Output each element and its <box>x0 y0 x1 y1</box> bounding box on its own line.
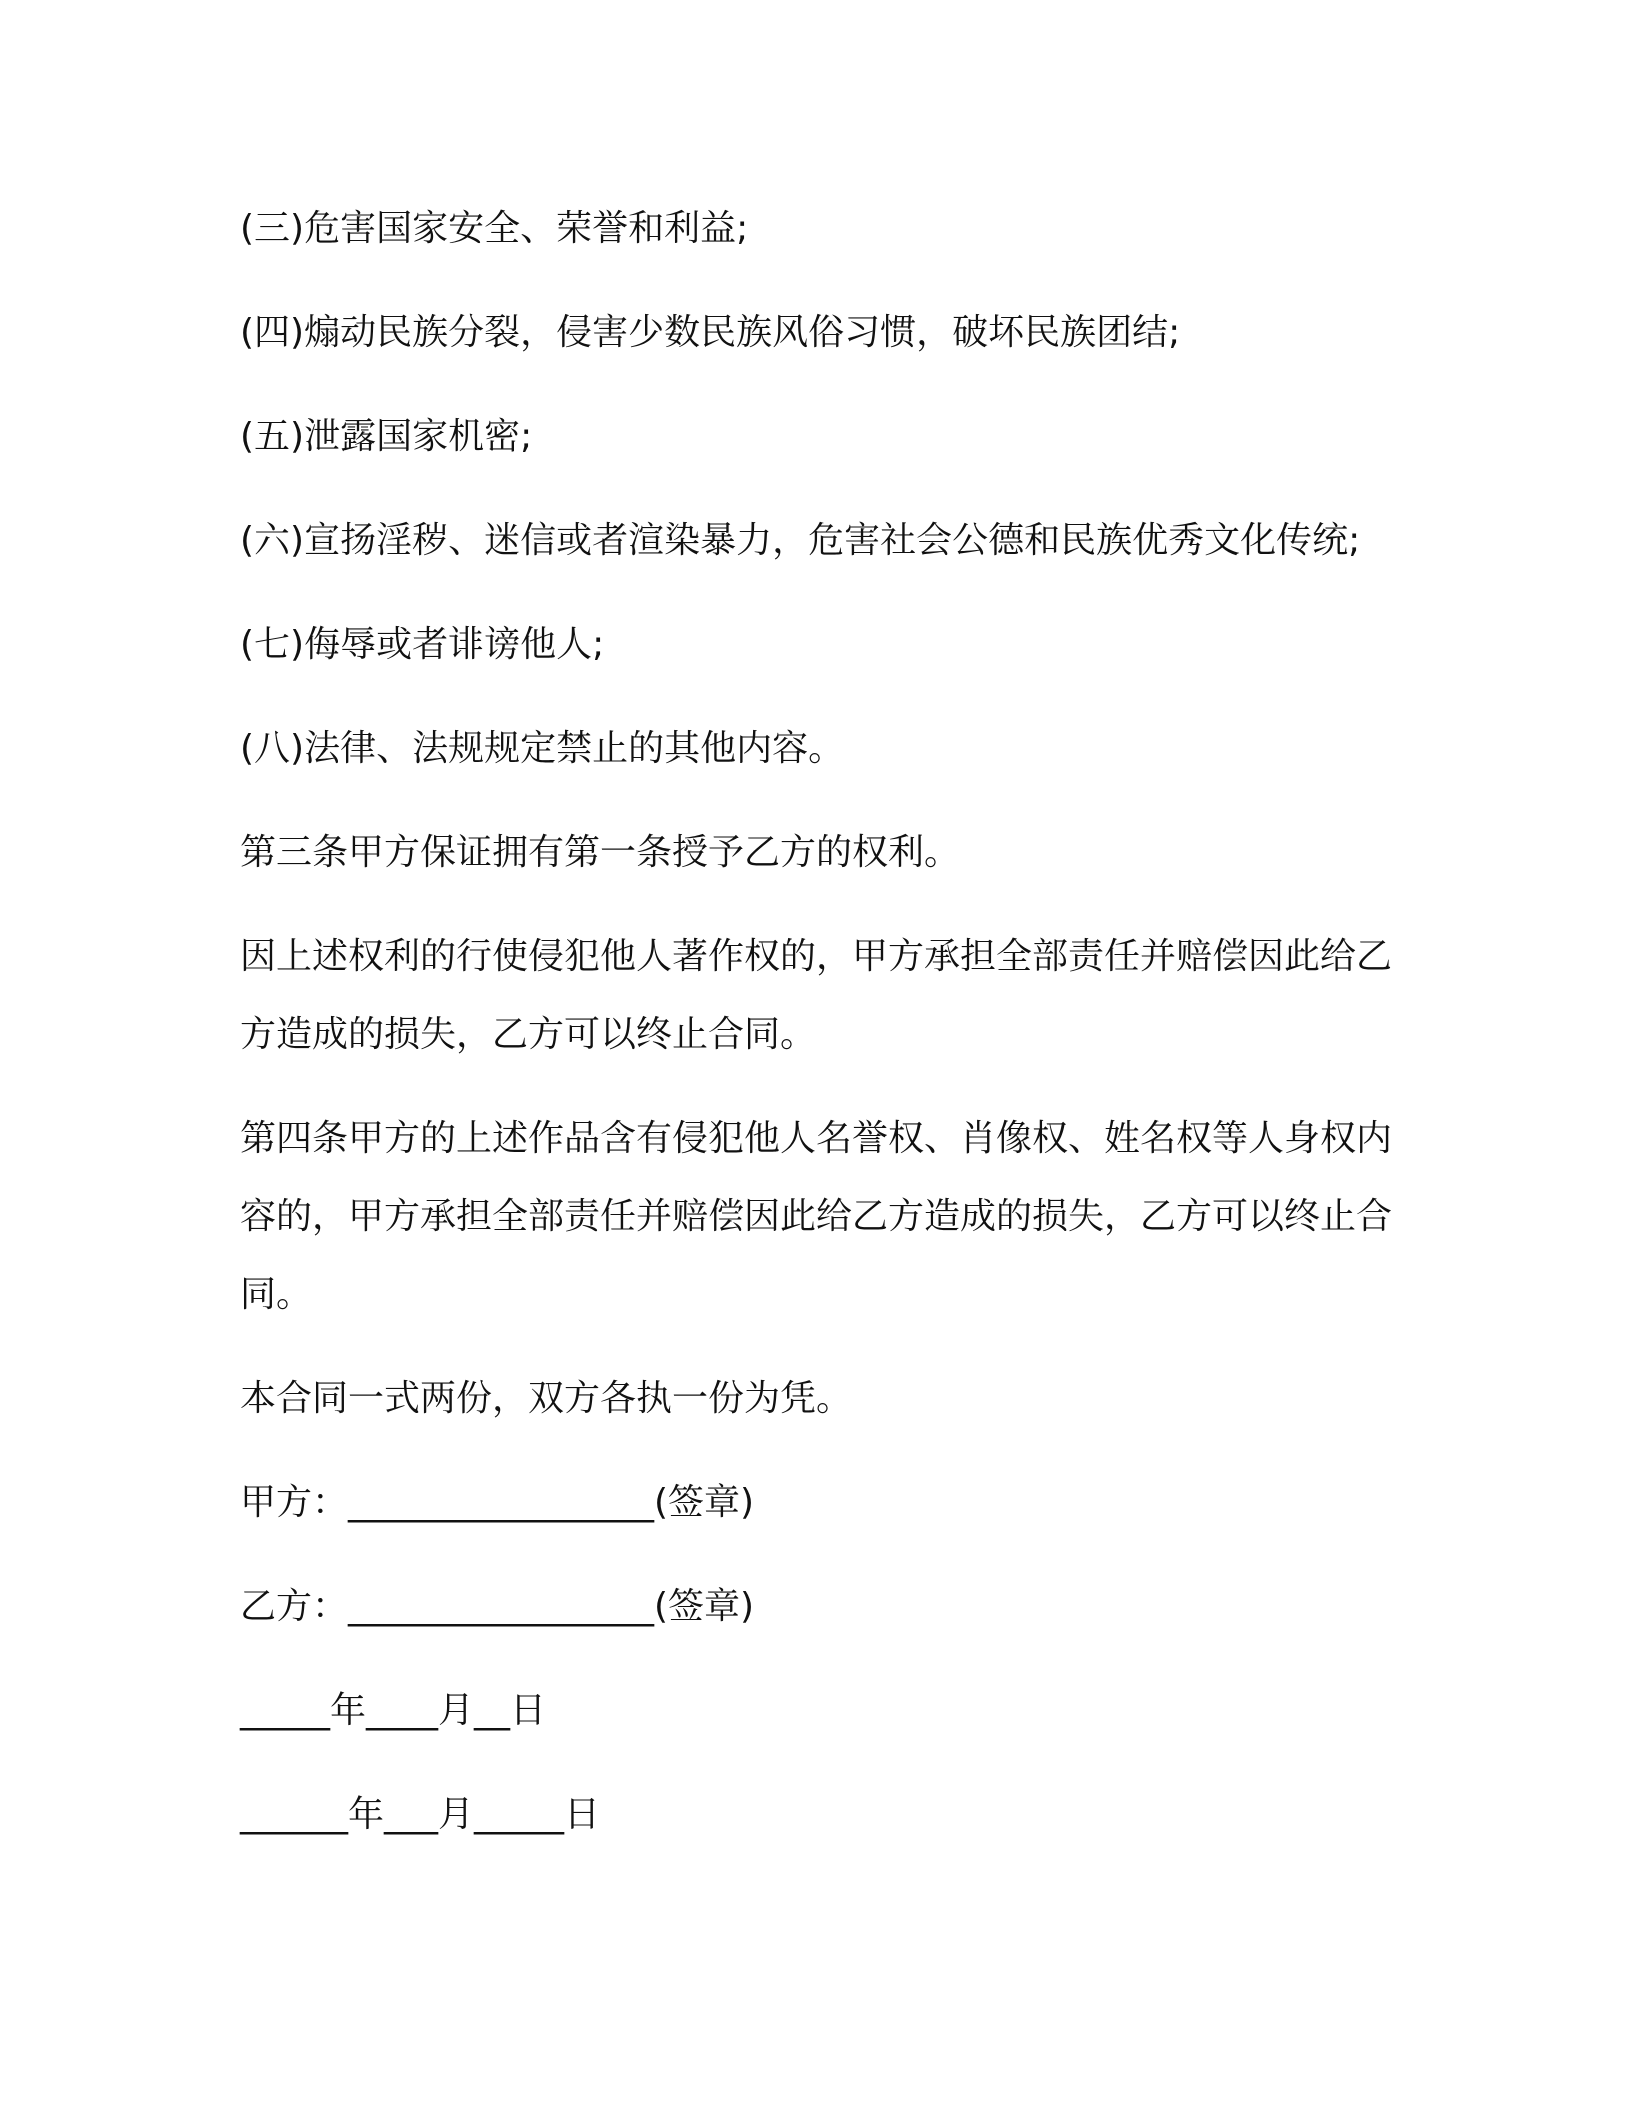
copies-statement: 本合同一式两份，双方各执一份为凭。 <box>240 1378 853 1419</box>
date-line-1: _____年____月__日 <box>240 1690 547 1731</box>
clause-item-4: (四)煽动民族分裂，侵害少数民族风俗习惯，破坏民族团结; <box>240 312 1181 353</box>
clause-item-6: (六)宣扬淫秽、迷信或者渲染暴力，危害社会公德和民族优秀文化传统; <box>240 520 1361 561</box>
party-b-signature-line: 乙方：_________________(签章) <box>240 1586 755 1627</box>
clause-item-8: (八)法律、法规规定禁止的其他内容。 <box>240 728 845 769</box>
clause-item-3: (三)危害国家安全、荣誉和利益; <box>240 208 749 249</box>
party-a-signature-line: 甲方：_________________(签章) <box>240 1482 755 1523</box>
article-3-detail: 因上述权利的行使侵犯他人著作权的，甲方承担全部责任并赔偿因此给乙方造成的损失，乙方可以终止合同。 <box>240 936 1393 1055</box>
document-body <box>240 190 1400 1880</box>
clause-item-7: (七)侮辱或者诽谤他人; <box>240 624 605 665</box>
date-line-2: ______年___月_____日 <box>240 1794 601 1835</box>
clause-item-5: (五)泄露国家机密; <box>240 416 533 457</box>
article-3: 第三条甲方保证拥有第一条授予乙方的权利。 <box>240 832 961 873</box>
article-4: 第四条甲方的上述作品含有侵犯他人名誉权、肖像权、姓名权等人身权内容的，甲方承担全部责任并赔偿因此给乙方造成的损失，乙方可以终止合同。 <box>240 1118 1393 1315</box>
